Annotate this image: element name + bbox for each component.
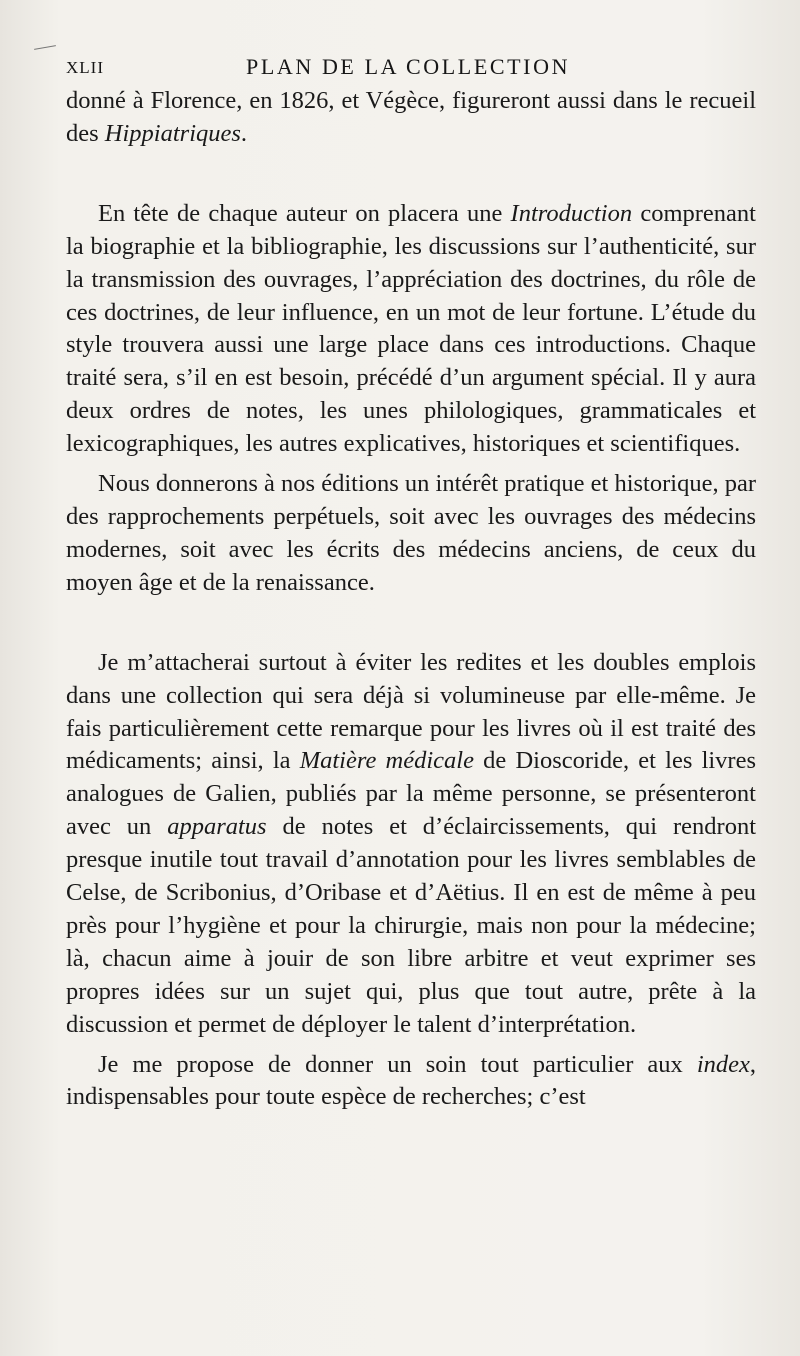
running-title: PLAN DE LA COLLECTION [246, 54, 571, 79]
text-run: En tête de chaque auteur on placera une [98, 199, 511, 227]
text-run: . [240, 119, 248, 147]
paragraph [66, 85, 756, 151]
text-run: de Dioscoride, et les livres analogues de Galien, publiés par la même personne, se présenteront avec un [66, 747, 756, 841]
paragraph [66, 647, 756, 1042]
running-head [66, 50, 756, 84]
text-run: Je me propose de donner un soin tout particulier aux [98, 1050, 697, 1078]
paragraph [66, 1049, 756, 1115]
text-run: comprenant la biographie et la bibliographie, les discussions sur l’authenticité, sur la transmission des ouvrages, l’appréciation des doctrines, du rôle de ces doctrines, de leur influence, en un mot de leur fortune. L’étude du style trouvera aussi une large place dans ces introductions. Chaque traité sera, s’il en est besoin, précédé d’un argument spécial. Il y aura deux ordres de notes, les unes philologiques, grammaticales et lexicographiques, les autres explicatives, historiques et scientifiques. [66, 199, 756, 458]
paragraph [66, 468, 756, 600]
text-run: donné à Florence, en 1826, et Végèce, figureront aussi dans le recueil des [66, 87, 756, 147]
page-number: XLII [66, 58, 104, 77]
italic-text: Introduction [510, 199, 633, 227]
text-run: , indispensables pour toute espèce de recherches; c’est [66, 1050, 756, 1111]
italic-text: Matière médicale [299, 747, 474, 775]
italic-text: apparatus [167, 813, 267, 841]
paragraph [66, 198, 756, 461]
text-run: Je m’attacherai surtout à éviter les redites et les doubles emplois dans une collection qui sera déjà si volumineuse par elle-même. Je fais particulièrement cette remarque pour les livres où il est traité des médicaments; ainsi, la [66, 648, 756, 775]
body-text [66, 85, 756, 1114]
text-run: de notes et d’éclaircissements, qui rendront presque inutile tout travail d’annotation pour les livres semblables de Celse, de Scribonius, d’Oribase et d’Aëtius. Il en est de même à peu près pour l’hygiène et pour la chirurgie, mais non pour la médecine; là, chacun aime à jouir de son libre arbitre et veut exprimer ses propres idées sur un sujet qui, plus que tout autre, prête à la discussion et permet de déployer le talent d’interprétation. [66, 813, 757, 1038]
text-run: Nous donnerons à nos éditions un intérêt pratique et historique, par des rapprochements perpétuels, soit avec les ouvrages des médecins modernes, soit avec les écrits des médecins anciens, de ceux du moyen âge et de la renaissance. [66, 470, 756, 596]
italic-text: index [696, 1050, 750, 1078]
margin-mark [34, 45, 56, 50]
italic-text: Hippiatriques [104, 119, 241, 147]
